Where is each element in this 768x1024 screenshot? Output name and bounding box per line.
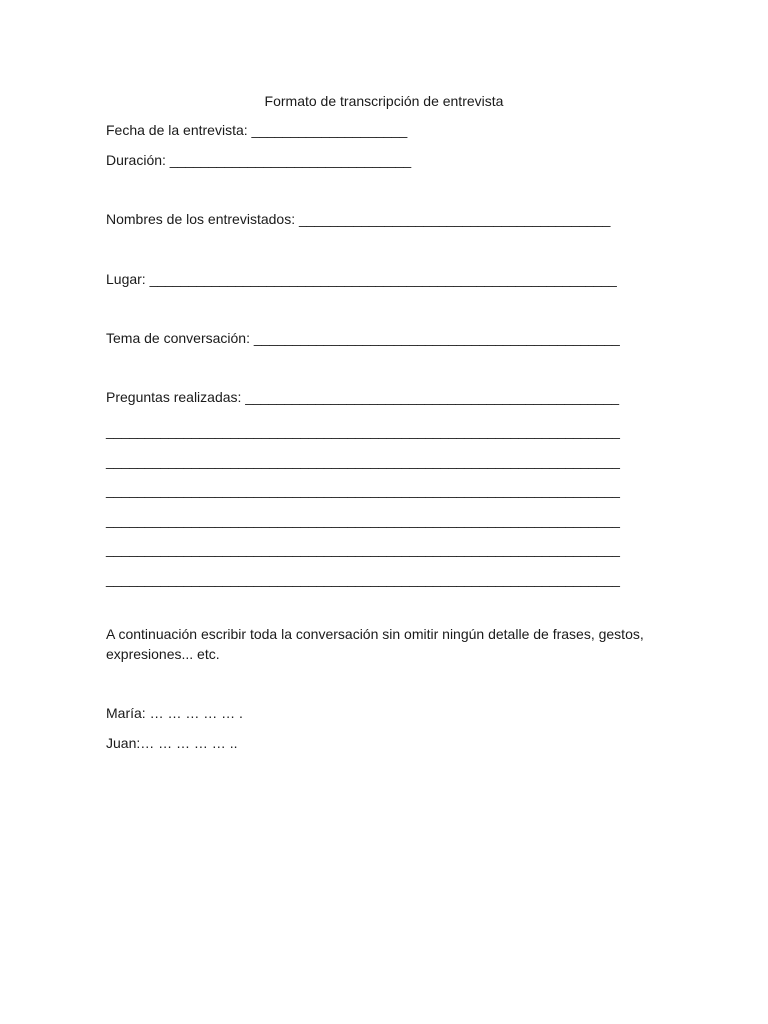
field-nombres-entrevistados: Nombres de los entrevistados: ________________________________________ bbox=[106, 211, 611, 227]
dialogue-maria: María: … … … … … . bbox=[106, 705, 243, 721]
answer-line: __________________________________________________________________ bbox=[106, 541, 620, 557]
field-fecha-entrevista: Fecha de la entrevista: ____________________ bbox=[106, 122, 408, 138]
answer-line: __________________________________________________________________ bbox=[106, 512, 620, 528]
answer-line: __________________________________________________________________ bbox=[106, 482, 620, 498]
instruction-paragraph: A continuación escribir toda la conversación sin omitir ningún detalle de frases, gestos, expresiones... etc. bbox=[106, 626, 644, 662]
answer-line: __________________________________________________________________ bbox=[106, 423, 620, 439]
field-tema-conversacion: Tema de conversación: _______________________________________________ bbox=[106, 330, 620, 346]
field-duracion: Duración: _______________________________ bbox=[106, 152, 412, 168]
document-title: Formato de transcripción de entrevista bbox=[264, 93, 504, 109]
field-preguntas-realizadas: Preguntas realizadas: ________________________________________________ bbox=[106, 389, 620, 405]
field-lugar: Lugar: ____________________________________________________________ bbox=[106, 271, 617, 287]
answer-line: __________________________________________________________________ bbox=[106, 453, 620, 469]
answer-line: __________________________________________________________________ bbox=[106, 571, 620, 587]
dialogue-juan: Juan:… … … … … .. bbox=[106, 735, 238, 751]
